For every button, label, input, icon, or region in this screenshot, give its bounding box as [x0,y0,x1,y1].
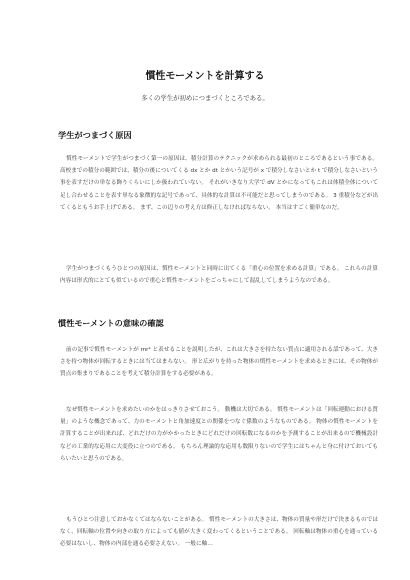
paragraph: もうひとつ注意しておかなくてはならないことがある。 慣性モーメントの大きさは、物体の質量や形だけで決まるものではなく、回転軸の位置や向きの取り方によっても値が大きく変わってくるということである。 回転軸は物体の重心を通っている必要はないし、物体の内部を通る必要さえない。 一般に軸… [60,517,378,548]
section-heading-meaning: 慣性モーメントの意味の確認 [58,318,164,328]
page-title: 慣性モーメントを計算する [145,71,265,82]
section-heading-causes: 学生がつまづく原因 [58,130,132,140]
paragraph: なぜ慣性モーメントを求めたいのかをはっきりさせておこう。 動機は大切である。 慣性モーメントは「回転運動における質量」のような概念であって、力のモーメントと角加速度との関係をつなぐ係数のようなものである。 物体の慣性モーメントを計算することが出来れば、どれだけの力がかかったときにどれだけの回転数になるのかを予測することが出来るので機械設計などの工業的な応用に大変役に立つのである。 もちろん理論的な応用も数限りないので学生にはちゃんと身に付けておいてもらいたいと思うのである。 [60,407,378,462]
paragraph: 学生がつまづくもうひとつの原因は、慣性モーメントと同時に出てくる「重心の位置を求める計算」である。 これらの計算内容は形式的にとても似ているので重心と慣性モーメントをごっちゃにして混乱してしまうようなのである。 [60,266,378,285]
paragraph: 前の記事で慣性モーメントが mr² と表せることを説明したが、これは大きさを持たない質点に適用される話であって、大きさを持つ物体が回転するときには当てはまらない。 形と広がりを持った物体の慣性モーメントを求めるときには、その物体が質点の集まりであることを考えて積分計算をする必要がある。 [60,347,378,378]
paragraph: 慣性モーメントで学生がつまづく第一の原因は、積分計算のテクニックが求められる最初のところであるという事である。 高校までの積分の範囲では、積分の後についてくる dx とか dt とかいう記号が x で積分しなさいとか t で積分しなさいという事を表すだけの単なる飾りくらいにしか扱われていない。 それがいきなり大学で dV とかになってもこれは体積全体について足し合わせることを表す単なる象徴的な記号であって、具体的な計算は不可能だと思ってしまうのである。 3 重積分などが出てくるともうお手上げである。 まず、この辺りの考え方は修正しなければならない。 本当はすごく簡単なのだ。 [60,156,378,211]
page-subtitle: 多くの学生が初めにつまづくところである。 [141,94,269,102]
